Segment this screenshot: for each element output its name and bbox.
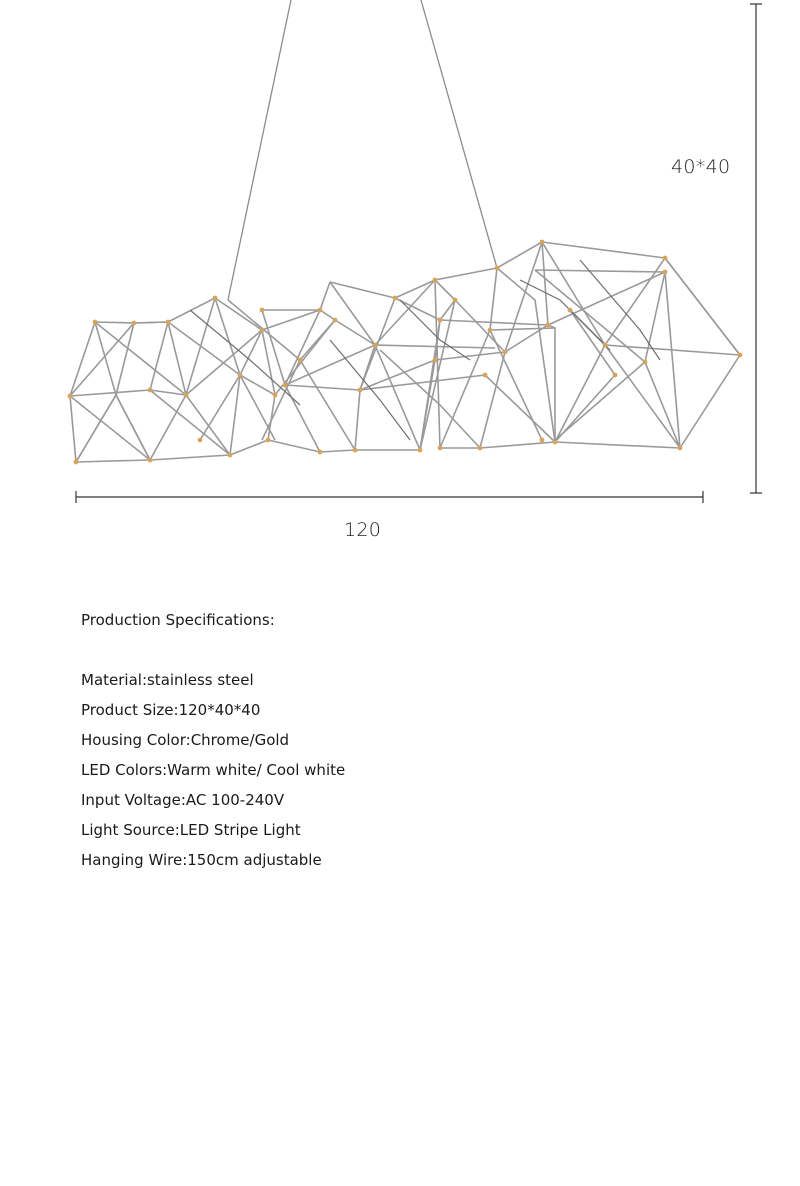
height-dimension-label: 40*40 — [671, 156, 731, 178]
width-dimension-label: 120 — [344, 519, 382, 541]
spec-input-voltage: Input Voltage:AC 100-240V — [81, 791, 285, 809]
specifications-title: Production Specifications: — [81, 611, 275, 629]
chandelier-product-image — [0, 0, 800, 560]
wire-frame — [70, 242, 740, 462]
spec-led-colors: LED Colors:Warm white/ Cool white — [81, 761, 346, 779]
spec-material: Material:stainless steel — [81, 671, 254, 689]
specifications-list — [81, 670, 721, 880]
height-dimension-line — [750, 4, 762, 493]
product-specifications — [81, 610, 721, 880]
width-dimension-line — [76, 491, 703, 503]
spec-light-source: Light Source:LED Stripe Light — [81, 821, 301, 839]
led-nodes — [68, 240, 743, 465]
spec-product-size: Product Size:120*40*40 — [81, 701, 261, 719]
hanging-wires — [228, 0, 497, 300]
spec-hanging-wire: Hanging Wire:150cm adjustable — [81, 851, 322, 869]
spec-housing-color: Housing Color:Chrome/Gold — [81, 731, 290, 749]
